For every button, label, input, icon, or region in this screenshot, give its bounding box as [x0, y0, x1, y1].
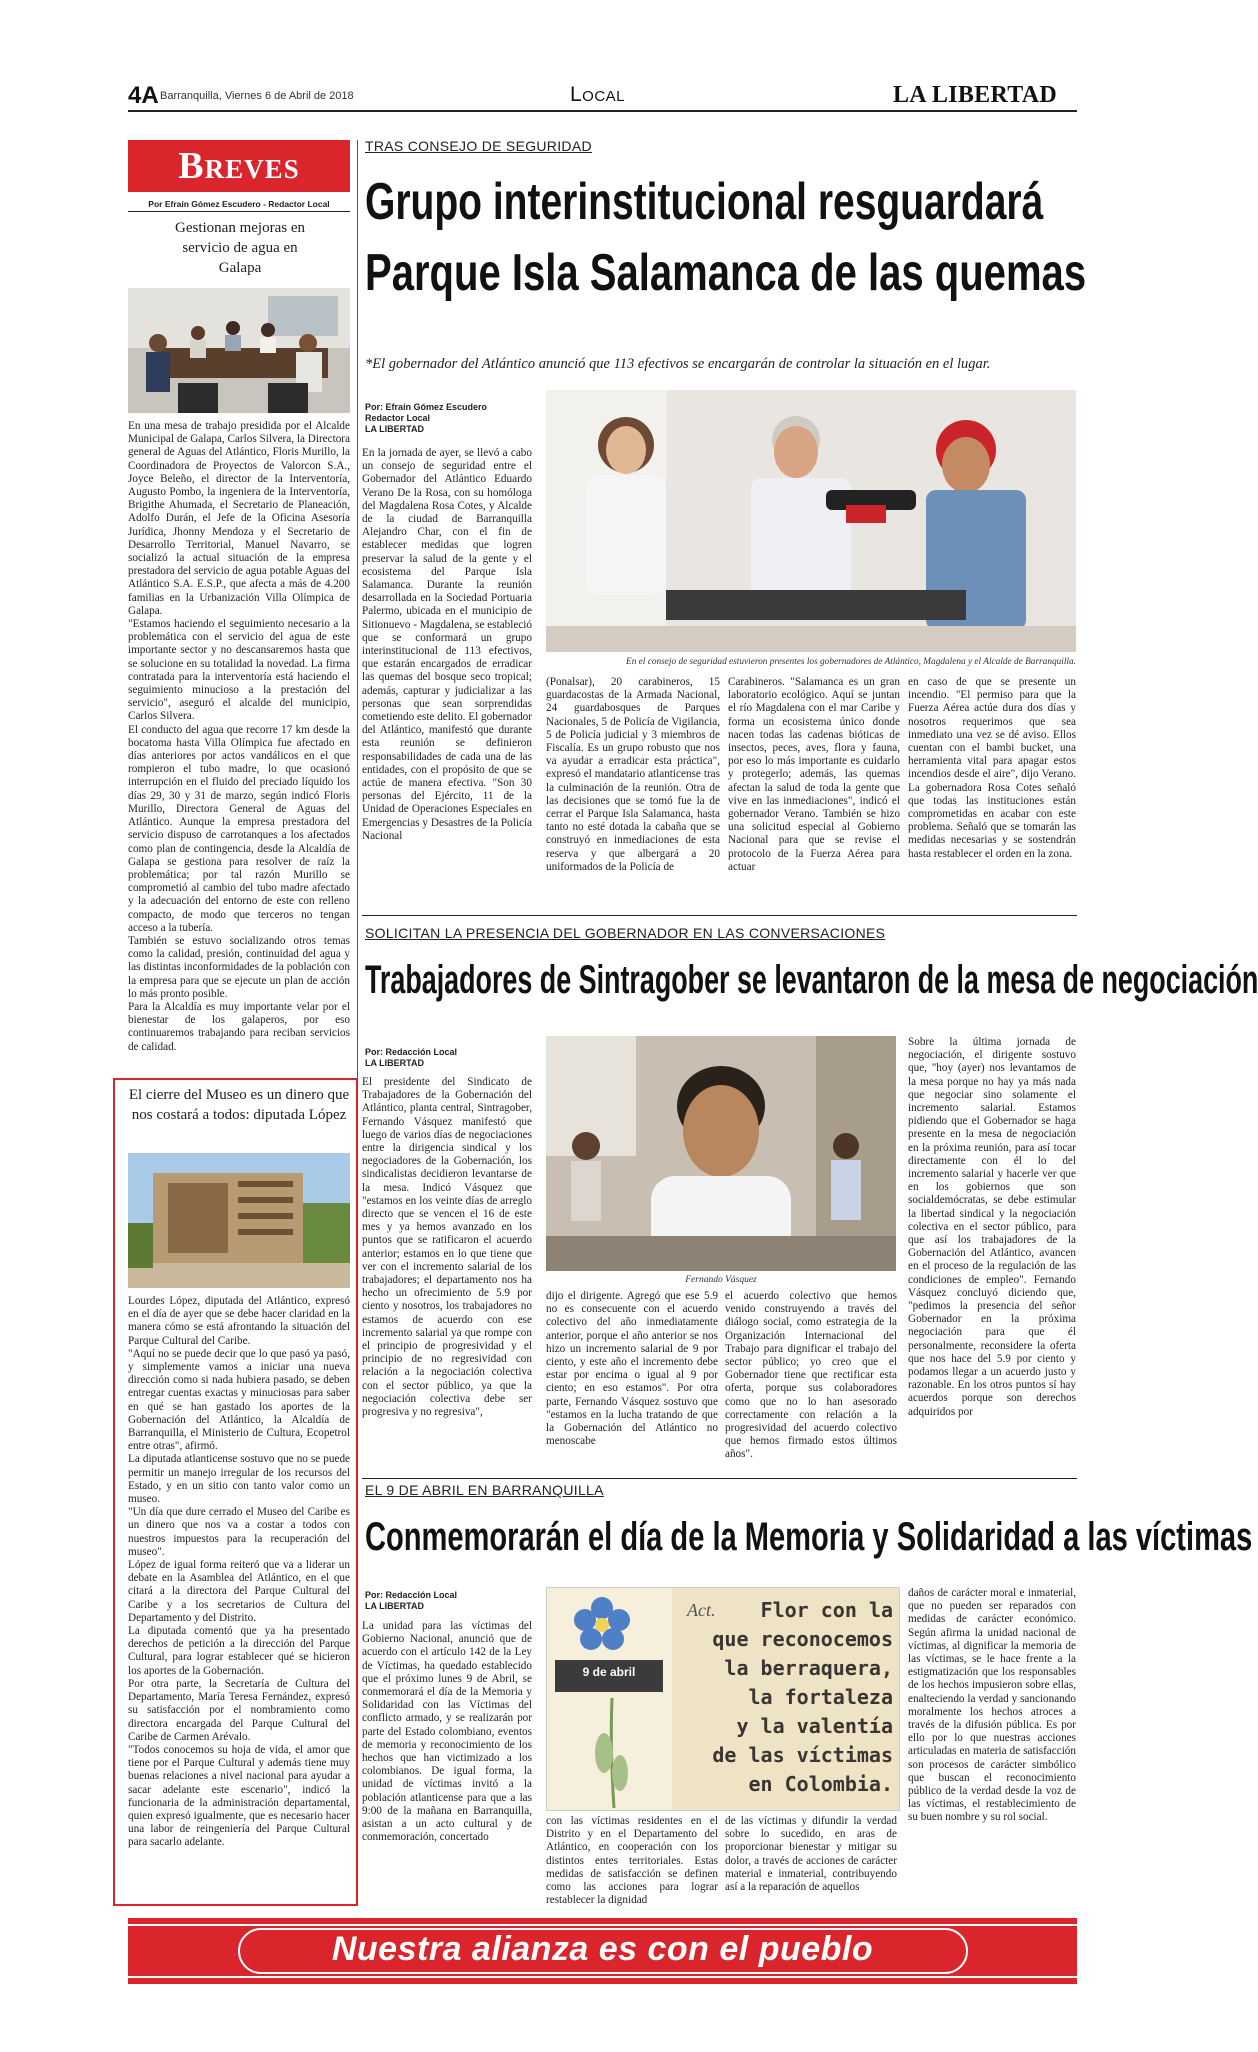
breves-item2-p3: La diputada atlanticense sostuvo que no se puede permitir un manejo irregular de los recursos del Estado, y en un sitio con tanto valor como un museo. — [128, 1453, 350, 1506]
story3-byline-name: Por: Redacción Local — [365, 1590, 458, 1600]
breves-item2-p2: "Aquí no se puede decir que lo que pasó ya pasó, y simplemente vamos a iniciar una nueva dirección como si nada hubiera pasado, se deben entregar cuentas exactas y minuciosas para saber en qué se han gastado los aportes de la Gobernación del Atlántico, la Alcaldía de Barranquilla, el Ministerio de Cultura, Ecopetrol entre otras", afirmó. — [128, 1347, 350, 1453]
breves-banner — [128, 140, 350, 192]
story2-col3: el acuerdo colectivo que hemos venido construyendo a través del diálogo social, como estrategia de la Organización Internacional del Trabajo para dignificar el trabajo del sector público; yo creo que el Gobernador tiene que rectificar esta oferta, porque sus colaboradores como que no lo han asesorado correctamente con relación a la progresividad del acuerdo colectivo que hemos firmado estos últimos años". — [725, 1290, 897, 1461]
story1-photo-caption: En el consejo de seguridad estuvieron presentes los gobernadores de Atlántico, Magdalena y el Alcalde de Barranquilla. — [626, 657, 1076, 667]
dateline: Barranquilla, Viernes 6 de Abril de 2018 — [160, 90, 354, 102]
story2-byline-paper: LA LIBERTAD — [365, 1058, 424, 1068]
masthead: LA LIBERTAD — [893, 82, 1058, 108]
footer-banner-stripe-bottom — [128, 1976, 1077, 1978]
story3-byline-paper: LA LIBERTAD — [365, 1601, 424, 1611]
story1-byline-paper: LA LIBERTAD — [365, 424, 424, 434]
section-name: Local — [570, 83, 626, 106]
column-divider — [357, 140, 358, 1905]
story1-byline-name: Por: Efraín Gómez Escudero — [365, 402, 488, 412]
breves-byline: Por Efraín Gómez Escudero - Redactor Local — [148, 199, 330, 209]
poster-line-7: en Colombia. — [748, 1772, 893, 1796]
story2-col4: Sobre la última jornada de negociación, el dirigente sostuvo que, "hoy (ayer) nos levantamos de la mesa porque no hay ya más nada que negociar sino solamente el incremento salarial. Estamos pidiendo que el Gobernador se haga presente en la mesa de negociación en la próxima reunión, para así tocar directamente con él lo del incremento salarial y hacerle ver que en los gobiernos que son socialdemócratas, se debe estimular la libertad sindical y la negociación colectiva en el sector público, para que así los trabajadores de la Gobernación del Atlántico, avancen en el proceso de la regulación de las condiciones de empleo". Fernando Vásquez concluyó diciendo que, "pedimos la presencia del señor Gobernador en la próxima negociación para que él personalmente, reconsidere la oferta que nos hace del 5.9 por ciento y podamos llegar a un acuerdo justo y razonable. En los otros puntos sí hay acuerdos porque son derechos adquiridos por — [908, 1036, 1076, 1418]
poster-badge-text: 9 de abril — [582, 1665, 636, 1679]
poster-line-5: y la valentía — [736, 1714, 893, 1738]
poster-tag: Act. — [687, 1600, 716, 1620]
breves-item2-p8: "Todos conocemos su hoja de vida, el amor que tiene por el Parque Cultural y además tiene muy buenas relaciones a nivel nacional para ayudar a sacar adelante este escenario", indicó la funcionaria de la administración departamental, quien expresó igualmente, que es necesario hacer una labor de reingeniería del Parque Cultural para sacarlo adelante. — [128, 1743, 350, 1849]
story3-col3: de las víctimas y difundir la verdad sobre lo sucedido, en aras de proporcionar bienestar y mitigar su dolor, a través de acciones de carácter material e inmaterial, contribuyendo así a la reparación de aquellos — [725, 1815, 897, 1894]
story1-byline — [365, 402, 487, 435]
poster-line-2: que reconocemos — [712, 1627, 893, 1651]
story3-byline — [365, 1590, 457, 1612]
story1-col4: en caso de que se presente un incendio. "El permiso para que la Fuerza Aérea actúe dura dos días y nosotros requerimos que sea inmediato una vez se dé aviso. Ellos cuentan con el bambi bucket, una herramienta vital para apagar estos incendios desde el aire", dijo Verano. La gobernadora Rosa Cotes señaló que todas las instituciones están comprometidas en acabar con este problema. Señaló que se tomarán las medidas necesarias y se sostendrán hasta restablecer el orden en la zona. — [908, 676, 1076, 860]
story3-kicker: EL 9 DE ABRIL EN BARRANQUILLA — [365, 1482, 604, 1498]
story1-deck: *El gobernador del Atlántico anunció que 113 efectivos se encargarán de controlar la situación en el lugar. — [365, 356, 991, 372]
security-council-photo — [546, 390, 1076, 652]
story3-col4: daños de carácter moral e inmaterial, que no pueden ser reparados con medidas de carácter económico. Según afirma la unidad nacional de víctimas, al dignificar la memoria de las víctimas, se le hace frente a la estigmatización que los responsables de los hechos impusieron sobre ellas, enalteciendo la verdad y sancionando moralmente los hechos atroces a través de la difusión pública. Es por ello por lo que nuestras acciones articuladas en materia de satisfacción son procesos de carácter simbólico que buscan el reconocimiento público de la verdad desde la voz de las víctimas, el restablecimiento de su buen nombre y su rol social. — [908, 1587, 1076, 1824]
story2-byline-name: Por: Redacción Local — [365, 1047, 458, 1057]
story2-bottom-rule — [362, 1478, 1077, 1479]
memoria-poster — [546, 1587, 900, 1811]
story2-col2: dijo el dirigente. Agregó que ese 5.9 no es consecuente con el acuerdo colectivo del año inmediatamente anterior, porque el año anterior se nos hizo un incremento salarial de 9 por ciento, y este año el incremento debe estar por encima o igual al 9 por ciento; en eso estamos". Por otra parte, Fernando Vásquez sostuvo que "estamos en la lucha tratando de que la Gobernación del Atlántico no menoscabe — [546, 1290, 718, 1448]
breves-item2-p4: "Un día que dure cerrado el Museo del Caribe es un dinero que nos va a costar a todos con nuestros impuestos para la recuperación del museo". — [128, 1506, 350, 1558]
footer-banner-text: Nuestra alianza es con el pueblo — [331, 1930, 874, 1968]
breves-item1-body — [128, 420, 350, 1054]
breves-item2-body — [128, 1295, 350, 1850]
story2-headline: Trabajadores de Sintragober se levantaron de la mesa de negociación — [365, 958, 1258, 1002]
breves-item2-headline: El cierre del Museo es un dinero que nos costará a todos: diputada López — [128, 1087, 350, 1123]
poster-line-6: de las víctimas — [712, 1743, 893, 1767]
story2-photo-caption: Fernando Vásquez — [685, 1275, 757, 1285]
galapa-meeting-photo — [128, 288, 350, 413]
story2-byline — [365, 1047, 457, 1069]
poster-line-1: Flor con la — [760, 1598, 893, 1622]
story1-kicker: TRAS CONSEJO DE SEGURIDAD — [365, 138, 592, 154]
story3-col1: La unidad para las víctimas del Gobierno Nacional, anunció que de acuerdo con el artículo 142 de la Ley de Víctimas, ha quedado establecido que el próximo lunes 9 de Abril, se conmemorará el día de la Memoria y Solidaridad con las Víctimas del conflicto armado, y se realizarán por parte del Estado colombiano, eventos de memoria y reconocimiento de los hechos que han victimizado a los colombianos. De igual forma, la unidad de víctimas invitó a la población atlanticense para que a las 9:00 de la mañana en Barranquilla, asistan a un acto cultural y de conmemoración, concertado — [362, 1620, 532, 1844]
fernando-vasquez-photo — [546, 1036, 896, 1271]
breves-item2-p7: Por otra parte, la Secretaría de Cultura del Departamento, María Teresa Fernández, expresó su satisfacción por el nombramiento como directora encargada del Parque Cultural del Caribe de Carmen Arévalo. — [128, 1677, 350, 1743]
story2-col1: El presidente del Sindicato de Trabajadores de la Gobernación del Atlántico, planta central, Sintragober, Fernando Vásquez manifestó que luego de varios días de negociaciones entre la dirigencia sindical y los negociadores de la Gobernación, los sindicalistas decidieron levantarse de la mesa. Indicó Vásquez que "estamos en los veinte días de arreglo directo que se vencen el 16 de este mes y ya hemos avanzado en los puntos que se ratificaron el acuerdo anterior; estamos en lo que tiene que ver con el incremento salarial de los trabajadores; el departamento nos ha hecho un ofrecimiento de 5.9 por ciento y nosotros, los trabajadores no estamos de acuerdo con ese incremento salarial ya que rompe con el principio de progresividad y el principio de no regresividad con relación a la negociación colectiva con el sector público, ya que la negociación colectiva debe ser progresiva y no regresiva", — [362, 1076, 532, 1419]
breves-item1-p2: "Estamos haciendo el seguimiento necesario a la problemática con el servicio del agua de este importante sector y no descansaremos hasta que se solucione en su totalidad la novedad. La firma contratada para la interventoría está haciendo el seguimiento minucioso a la prestación del servicio", aseguró el alcalde del municipio, Carlos Silvera. — [128, 618, 350, 723]
story1-col2: (Ponalsar), 20 carabineros, 15 guardacostas de la Armada Nacional, 24 guardabosques de Parques Nacionales, 5 de Policía de Vigilancia, 5 de Policía judicial y 3 miembros de Fiscalía. Es un grupo robusto que nos va ayudar a erradicar esta práctica", expresó el mandatario atlanticense tras la culminación de la reunión. Otra de las decisiones que se tomó fue la de cerrar el Parque Isla Salamanca, hasta tanto no esté dotada la cabaña que se construyó en inmediaciones de esta reserva y que albergará a 20 uniformados de la Policía de — [546, 676, 720, 873]
breves-item1-p5: Para la Alcaldía es muy importante velar por el bienestar de los galaperos, por eso continuaremos trabajando para reciban servicios de calidad. — [128, 1000, 350, 1053]
breves-item2-p1: Lourdes López, diputada del Atlántico, expresó en el día de ayer que se debe hacer claridad en la manera cómo se está afrontando la situación del Parque Cultural del Caribe. — [128, 1295, 350, 1347]
breves-item2-p5: López de igual forma reiteró que va a liderar un debate en la Asamblea del Atlántico, en el que citará a la directora del Parque Cultural del Caribe y a los secretarios de Cultura del Departamento y del Distrito. — [128, 1559, 350, 1624]
story1-col3: Carabineros. "Salamanca es un gran laboratorio ecológico. Aquí se juntan el río Magdalena con el mar Caribe y forma un ecosistema único donde nacen todas las cadenas bióticas de insectos, peces, aves, flora y fauna, por eso lo más importante es cuidarlo y protegerlo; además, las quemas afectan la salud de toda la gente que vive en las inmediaciones", indicó el gobernador Verano. También se hizo una solicitud especial al Gobierno Nacional para que se revise el protocolo de la Fuerza Aérea para actuar — [728, 676, 900, 873]
poster-message — [667, 1596, 893, 1799]
museum-building-photo — [128, 1153, 350, 1288]
poster-line-3: la berraquera, — [724, 1656, 893, 1680]
breves-item1-p1: En una mesa de trabajo presidida por el Alcalde Municipal de Galapa, Carlos Silvera, la Directora general de Aguas del Atlántico, Floris Murillo, la Coordinadora de Proyectos de Valorcon S.A., Joyce Beleño, el director de la Interventoría, Augusto Pombo, la ingeniera de la Interventoría, Brigithe Ahumada, el Secretario de Planeación, Adolfo Durán, el Jefe de la Oficina Asesoría Jurídica, Jhonny Mendoza y el Secretario de Desarrollo Territorial, Manuel Navarro, se socializó la actual situación de la empresa prestadora del servicio de agua potable Aguas del Atlántico S.A. E.S.P., que afecta a más de 4.200 familias en la Urbanización Villa Olímpica de Galapa. — [128, 420, 350, 617]
flower-icon — [567, 1594, 637, 1654]
story1-col1: En la jornada de ayer, se llevó a cabo un consejo de seguridad entre el Gobernador del Atlántico Eduardo Verano De la Rosa, con su homóloga del Magdalena Rosa Cotes, y Alcalde de la ciudad de Barranquilla Alejandro Char, con el fin de establecer medidas que logren preservar la salud de la gente y el ecosistema del Parque Isla Salamanca. Durante la reunión desarrollada en la Sociedad Portuaria Palermo, ubicada en el municipio de Sitionuevo - Magdalena, se estableció que se conformará un grupo interinstitucional de 113 efectivos, que estarán encargados de erradicar las quemas del bosque seco tropical; además, capturar y judicializar a las personas que sean sorprendidas cometiendo este delito. El gobernador del Atlántico, manifestó que durante esta reunión se definieron responsabilidades de cada una de las entidades, con el propósito de que se actúe de manera efectiva. "Son 30 personas del Ejército, 11 de la Unidad de Operaciones Especiales en Emergencias y Desastres de la Policía Nacional — [362, 447, 532, 842]
breves-item1-headline: Gestionan mejoras en servicio de agua en Galapa — [175, 220, 305, 276]
story2-kicker: SOLICITAN LA PRESENCIA DEL GOBERNADOR EN LAS CONVERSACIONES — [365, 925, 886, 941]
story1-bottom-rule — [362, 915, 1077, 916]
breves-item1-p3: El conducto del agua que recorre 17 km desde la bocatoma hasta Villa Olímpica fue afectado en días anteriores por actos vandálicos en el que rompieron el tubo madre, lo que ocasionó interrupción en el fluido del preciado líquido los días 29, 30 y 31 de marzo, según indicó Floris Murillo, Directora General de Aguas del Atlántico. Aunque la empresa prestadora del servicio dispuso de carrotanques a los afectados como plan de contingencia, desde la Alcaldía de Galapa se gestiona para resolver de raíz la problemática; por tal razón Murillo se comprometió al cambio del tubo madre afectado y la adecuación del entorno de este con relleno compacto, de modo que terceros no tengan acceso a la tubería. — [128, 723, 350, 934]
breves-item2-p6: La diputada comentó que ya ha presentado derechos de petición a la dirección del Parque Cultural, para lograr establecer qué se hicieron los aportes de la Gobernación. — [128, 1625, 350, 1677]
poster-line-4: la fortaleza — [748, 1685, 893, 1709]
breves-title: Breves — [178, 145, 300, 187]
story1-headline-line1: Grupo interinstitucional resguardará — [365, 173, 1044, 231]
page-number: 4A — [128, 82, 159, 109]
footer-banner-stripe-top — [128, 1924, 1077, 1926]
story3-col2: con las víctimas residentes en el Distrito y en el Departamento del Atlántico, en cooperación con los distintos entes territoriales. Estas medidas de satisfacción se definen como las acciones para lograr restablecer la dignidad — [546, 1815, 718, 1907]
flower-stem-icon — [592, 1698, 632, 1808]
footer-banner — [128, 1918, 1077, 1984]
poster-badge — [555, 1660, 663, 1692]
story1-headline-line2: Parque Isla Salamanca de las quemas — [365, 244, 1087, 302]
breves-item1-p4: También se estuvo socializando otros temas como la calidad, presión, continuidad del agua y las distintas inconformidades de la población con la empresa para que se ejecute un plan de acción lo más pronto posible. — [128, 934, 350, 1000]
breves-rule — [128, 211, 350, 212]
story3-headline: Conmemorarán el día de la Memoria y Solidaridad a las víctimas — [365, 1515, 1253, 1559]
story1-byline-role: Redactor Local — [365, 413, 431, 423]
header-rule — [128, 110, 1077, 112]
